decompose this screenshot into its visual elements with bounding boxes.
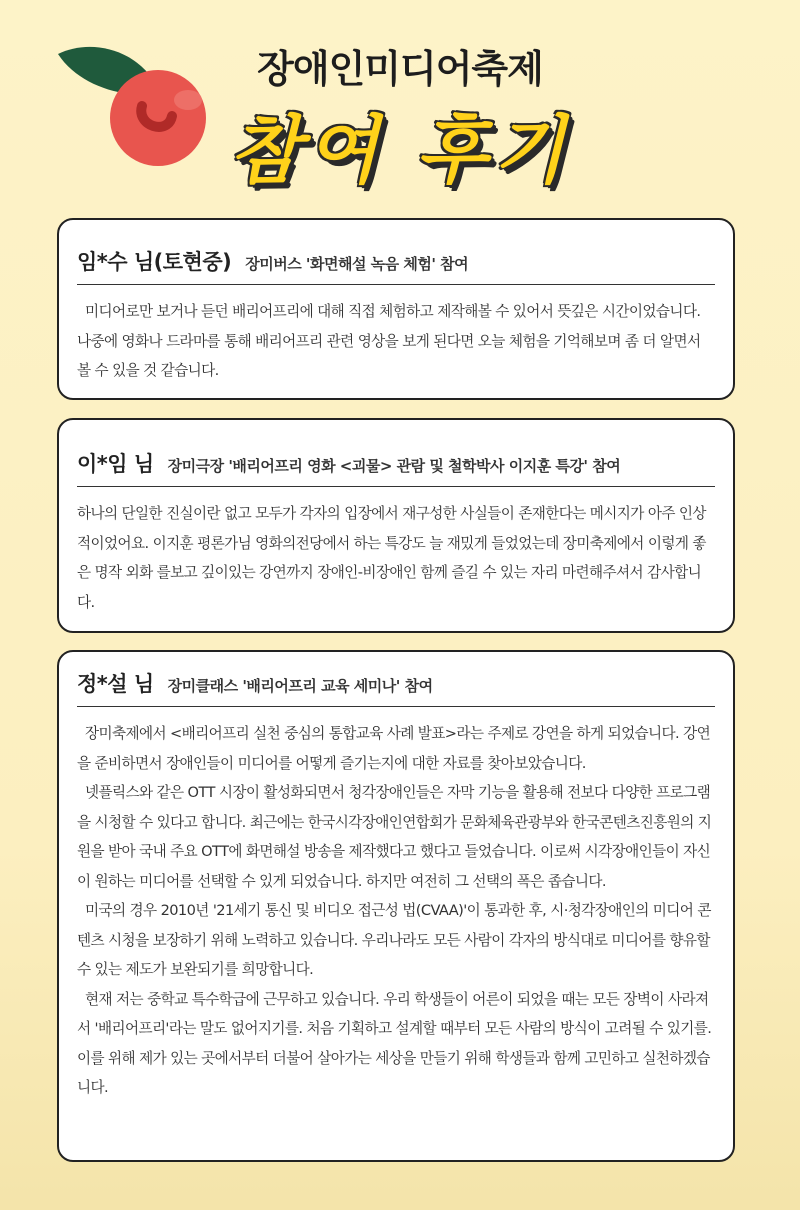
review-paragraph: 미국의 경우 2010년 '21세기 통신 및 비디오 접근성 법(CVAA)'이 통과한 후, 시·청각장애인의 미디어 콘텐츠 시청을 보장하기 위해 노력하고 있습니다. 우리나라도 모든 사람이 각자의 방식대로 미디어를 향유할 수 있는 제도가 보완되기를 희망합니다. (77, 902, 711, 978)
review-card (57, 650, 735, 1162)
program-label: 장미버스 '화면해설 녹음 체험' 참여 (245, 255, 469, 273)
review-paragraph: 미디어로만 보거나 듣던 배리어프리에 대해 직접 체험하고 제작해볼 수 있어서 뜻깊은 시간이었습니다. 나중에 영화나 드라마를 통해 배리어프리 관련 영상을 보게 된다면 오늘 체험을 기억해보며 좀 더 알면서 볼 수 있을 것 같습니다. (77, 303, 701, 379)
page-title: 참여 후기 (229, 108, 571, 194)
reviewer-name: 정*설 님 (77, 672, 154, 696)
review-paragraph: 현재 저는 중학교 특수학급에 근무하고 있습니다. 우리 학생들이 어른이 되었을 때는 모든 장벽이 사라져서 '배리어프리'라는 말도 없어지기를. 처음 기획하고 설계할 때부터 모든 사람의 방식이 고려될 수 있기를. 이를 위해 제가 있는 곳에서부터 더불어 살아가는 세상을 만들기 위해 학생들과 함께 고민하고 실천하겠습니다. (77, 990, 712, 1096)
reviewer-name: 임*수 님(토현중) (77, 250, 232, 274)
festival-title: 장애인미디어축제 (257, 47, 543, 91)
review-paragraph: 하나의 단일한 진실이란 없고 모두가 각자의 입장에서 재구성한 사실들이 존재한다는 메시지가 아주 인상적이었어요. 이지훈 평론가님 영화의전당에서 하는 특강도 늘 재밌게 들었었는데 장미축제에서 이렇게 좋은 명작 외화 를보고 깊이있는 강연까지 장애인-비장애인 함께 즐길 수 있는 자리 마련해주셔서 감사합니다. (77, 505, 706, 611)
review-body (77, 719, 715, 1103)
review-header (77, 246, 715, 285)
review-body (77, 297, 715, 386)
program-label: 장미클래스 '배리어프리 교육 세미나' 참여 (167, 677, 433, 695)
review-paragraph: 장미축제에서 <배리어프리 실천 중심의 통합교육 사례 발표>라는 주제로 강연을 하게 되었습니다. 강연을 준비하면서 장애인들이 미디어를 어떻게 즐기는지에 대한 자료를 찾아보았습니다. (77, 725, 711, 772)
program-label: 장미극장 '배리어프리 영화 <괴물> 관람 및 철학박사 이지훈 특강' 참여 (167, 457, 621, 475)
review-header (77, 448, 715, 487)
review-card (57, 218, 735, 400)
review-card (57, 418, 735, 633)
review-header (77, 668, 715, 707)
review-paragraph: 넷플릭스와 같은 OTT 시장이 활성화되면서 청각장애인들은 자막 기능을 활용해 전보다 다양한 프로그램을 시청할 수 있다고 합니다. 최근에는 한국시각장애인연합회가 문화체육관광부와 한국콘텐츠진흥원의 지원을 받아 국내 주요 OTT에 화면해설 방송을 제작했다고 했다고 들었습니다. 이로써 시각장애인들이 자신이 원하는 미디어를 선택할 수 있게 되었습니다. 하지만 여전히 그 선택의 폭은 좁습니다. (77, 784, 712, 890)
reviewer-name: 이*임 님 (77, 452, 154, 476)
review-body (77, 499, 715, 617)
